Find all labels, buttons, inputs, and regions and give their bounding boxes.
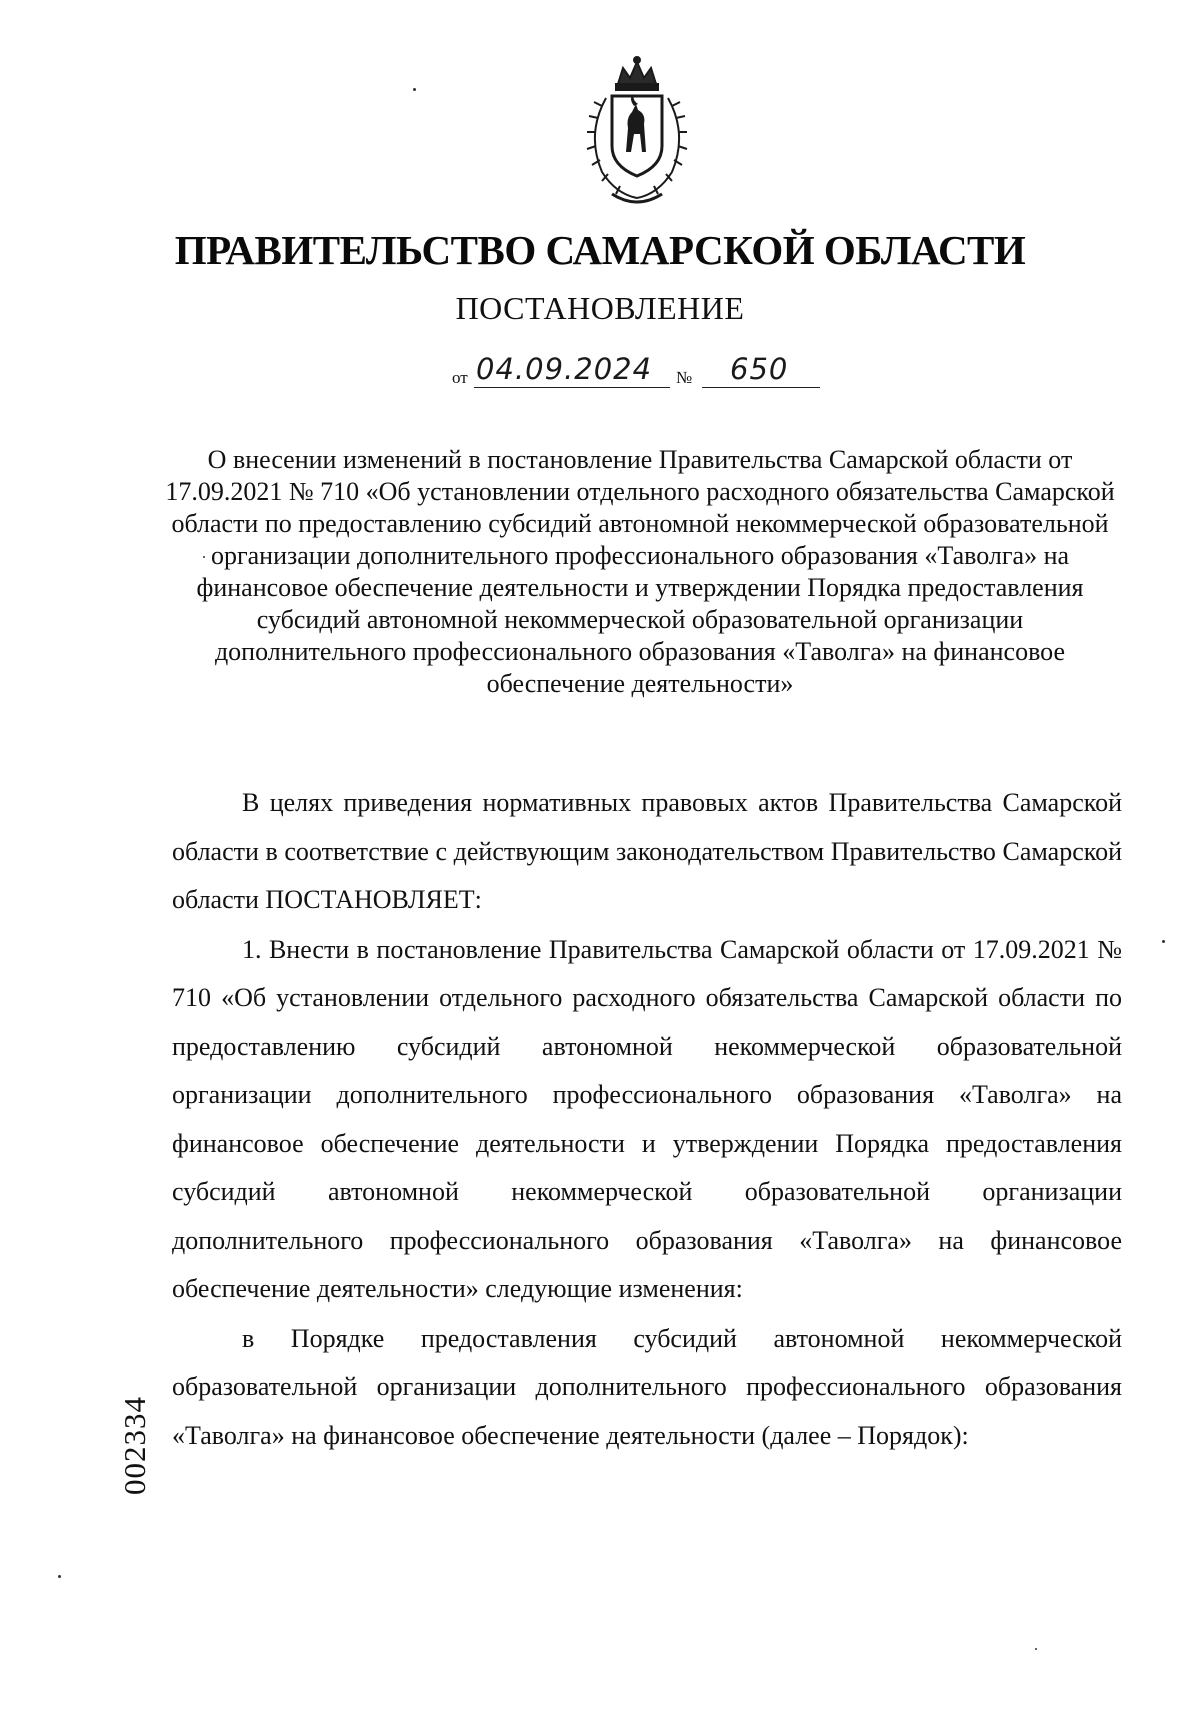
procedure-paragraph: в Порядке предоставления субсидий автономной некоммерческой образовательной организации дополнительного профессионального образования «Таволга» на финансовое обеспечение деятельности (далее – Порядок): [172, 1323, 1122, 1450]
handwritten-number: 650 [730, 352, 789, 386]
organization-title: ПРАВИТЕЛЬСТВО САМАРСКОЙ ОБЛАСТИ [174, 227, 1026, 273]
coat-of-arms-emblem [568, 54, 706, 210]
scan-speck [1162, 940, 1165, 943]
document-body [172, 779, 1122, 1460]
scan-speck [58, 1575, 61, 1578]
date-prefix: от [452, 368, 468, 387]
document-subject: О внесении изменений в постановление Правительства Самарской области от 17.09.2021 № 710 «Об установлении отдельного расходного обязательства Самарской области по предоставлению субсидий автономной некоммерческой образовательной организации дополнительного профессионального образования «Таволга» на финансовое обеспечение деятельности и утверждении Порядка предоставления субсидий автономной некоммерческой образовательной организации дополнительного профессионального образования «Таволга» на финансовое обеспечение деятельности» [165, 445, 1115, 698]
date-underline [474, 387, 670, 388]
document-type: ПОСТАНОВЛЕНИЕ [455, 290, 745, 326]
handwritten-date: 04.09.2024 [476, 352, 653, 386]
number-prefix: № [676, 368, 693, 387]
scan-speck [413, 88, 416, 91]
number-underline [702, 387, 820, 388]
margin-registration-number: 002334 [117, 1396, 152, 1495]
scan-speck [203, 556, 205, 558]
clause-1-paragraph: 1. Внести в постановление Правительства Самарской области от 17.09.2021 № 710 «Об установлении отдельного расходного обязательства Самарской области по предоставлению субсидий автономной некоммерческой образовательной организации дополнительного профессионального образования «Таволга» на финансовое обеспечение деятельности и утверждении Порядка предоставления субсидий автономной некоммерческой образовательной организации дополнительного профессионального образования «Таволга» на финансовое обеспечение деятельности» следующие изменения: [172, 934, 1122, 1303]
date-number-line [452, 352, 852, 396]
preamble-paragraph: В целях приведения нормативных правовых актов Правительства Самарской области в соответствие с действующим законодательством Правительство Самарской области ПОСТАНОВЛЯЕТ: [172, 788, 1122, 914]
scan-speck [1035, 1648, 1037, 1650]
